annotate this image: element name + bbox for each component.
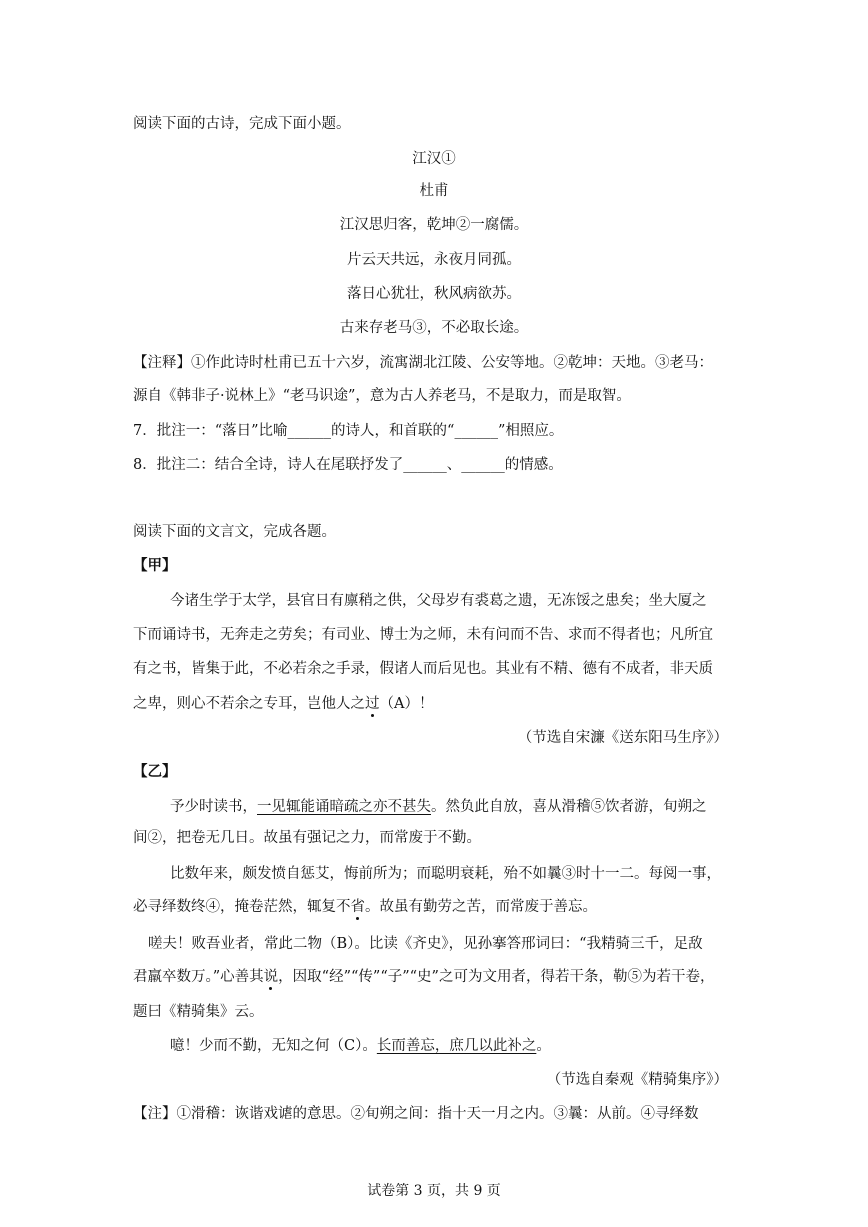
emphasis-char: 过 xyxy=(365,696,380,712)
yi-text-line: 嗟夫！败吾业者，常此二物（B）。比读《齐史》，见孙搴答邢词曰：“我精骑三千，足敌 xyxy=(148,936,703,952)
poem-author: 杜甫 xyxy=(419,183,449,199)
jia-text: 之卑，则心不若余之专耳，岂他人之 xyxy=(133,696,365,712)
poem-line: 江汉思归客，乾坤②一腐儒。 xyxy=(339,217,529,233)
jia-text: （A）！ xyxy=(379,696,434,712)
yi-text-line xyxy=(170,797,707,817)
yi-text-line: 间②，把卷无几日。故虽有强记之力，而常废于不勤。 xyxy=(133,830,481,846)
yi-text-line: 题曰《精骑集》云。 xyxy=(133,1004,264,1020)
jia-text-line xyxy=(133,694,433,714)
emphasis-char: 说 xyxy=(263,969,279,985)
question-8: 8．批注二：结合全诗，诗人在尾联抒发了______、______的情感。 xyxy=(133,457,563,473)
poem-title: 江汉① xyxy=(412,151,456,167)
yi-text: 。故虽有勤劳之苦，而常废于善忘。 xyxy=(365,899,597,915)
poem-notes: 源自《韩非子·说林上》“老马识途”，意为古人养老马，不是取力，而是取智。 xyxy=(133,388,631,404)
yi-text-line xyxy=(170,1036,551,1056)
prose-notes: 【注】①滑稽：诙谐戏谑的意思。②旬朔之间：指十天一月之内。③曩：从前。④寻绎数 xyxy=(133,1106,699,1122)
yi-text: 君羸卒数万。”心善其 xyxy=(133,969,264,985)
yi-source: （节选自秦观《精骑集序》） xyxy=(546,1072,728,1088)
yi-text: 。 xyxy=(536,1038,551,1054)
emphasis-char: 省 xyxy=(350,899,365,915)
section-label-jia: 【甲】 xyxy=(133,557,177,574)
yi-text: 噫！少而不勤，无知之何（C）。 xyxy=(170,1038,377,1054)
yi-text: 必寻绎数终④，掩卷茫然，辄复不 xyxy=(133,899,351,915)
jia-text-line: 今诸生学于太学，县官日有廪稍之供，父母岁有裘葛之遗，无冻馁之患矣；坐大厦之 xyxy=(170,593,707,609)
section-label-yi: 【乙】 xyxy=(133,763,177,780)
yi-text-line xyxy=(133,967,714,987)
jia-text-line: 有之书，皆集于此，不必若余之手录，假诸人而后见也。其业有不精、德有不成者，非天质 xyxy=(133,661,713,677)
underlined-sentence: 长而善忘，庶几以此补之 xyxy=(376,1038,537,1054)
jia-source: （节选自宋濂《送东阳马生序》） xyxy=(517,730,728,746)
page-footer: 试卷第 3 页，共 9 页 xyxy=(367,1183,501,1199)
poem-line: 古来存老马③，不必取长途。 xyxy=(339,320,529,336)
yi-text: ，因取“经”“传”“子”“史”之可为文用者，得若干条，勒⑤为若干卷， xyxy=(278,969,715,985)
yi-text: 予少时读书， xyxy=(170,799,257,815)
poem-instruction: 阅读下面的古诗，完成下面小题。 xyxy=(133,116,351,132)
jia-text-line: 下而诵诗书，无奔走之劳矣；有司业、博士为之师，未有问而不告、求而不得者也；凡所宜 xyxy=(133,627,713,643)
yi-text: 。然负此自放，喜从滑稽⑤饮者游，旬朔之 xyxy=(431,799,707,815)
question-7: 7．批注一：“落日”比喻______的诗人，和首联的“______”相照应。 xyxy=(133,423,564,439)
poem-notes: 【注释】①作此诗时杜甫已五十六岁，流寓湖北江陵、公安等地。②乾坤：天地。③老马： xyxy=(133,355,713,371)
prose-instruction: 阅读下面的文言文，完成各题。 xyxy=(133,524,336,540)
poem-line: 落日心犹壮，秋风病欲苏。 xyxy=(347,286,521,302)
poem-line: 片云天共远，永夜月同孤。 xyxy=(347,252,521,268)
underlined-sentence: 一见辄能诵暗疏之亦不甚失 xyxy=(257,799,431,815)
yi-text-line xyxy=(133,897,597,917)
yi-text-line: 比数年来，颇发愤自惩艾，悔前所为；而聪明衰耗，殆不如曩③时十一二。每阅一事， xyxy=(170,866,721,882)
